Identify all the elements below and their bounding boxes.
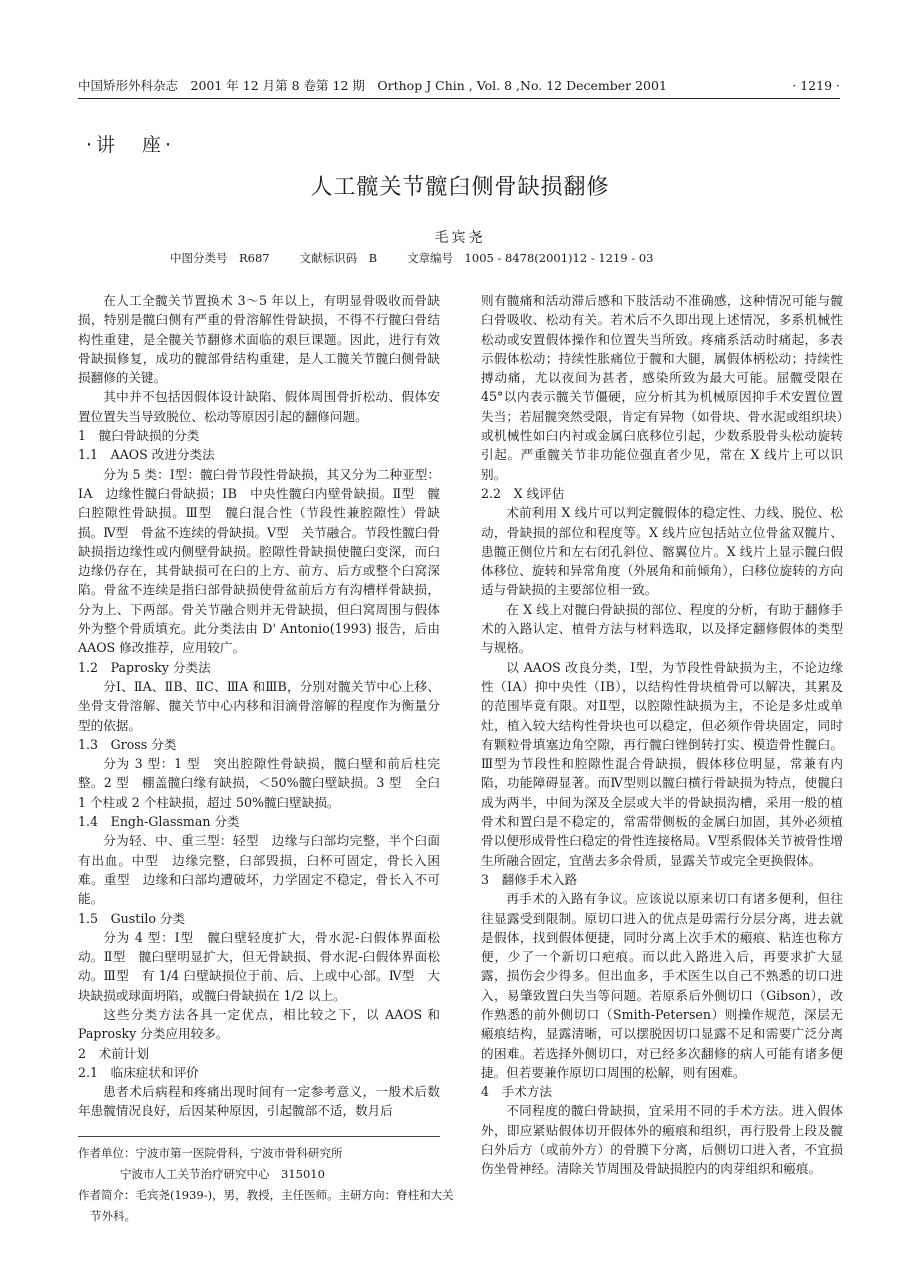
left-column <box>78 291 440 1121</box>
journal-info: 中国矫形外科杂志 2001 年 12 月第 8 卷第 12 期 Orthop J Chin , Vol. 8 ,No. 12 December 2001 <box>78 78 667 93</box>
paragraph: 术前利用 X 线片可以判定髋假体的稳定性、力线、脱位、松动，骨缺损的部位和程度等。X 线片应包括站立位骨盆双髋片、患髋正侧位片和左右闭孔斜位、髂翼位片。X 线片上显示髋臼假体移位、旋转和异常角度（外展角和前倾角），臼移位旋转的方向适与骨缺损的主要部位相一致。 <box>481 505 843 598</box>
clc-number: 中图分类号 R687 <box>170 251 270 265</box>
paragraph: 以 AAOS 改良分类，Ⅰ型，为节段性骨缺损为主，不论边缘性（ⅠA）抑中央性（ⅠB），以结构性骨块植骨可以解决，其累及的范围毕竟有限。对Ⅱ型，以腔隙性缺损为主，不论是多灶或单灶，植入较大结构性骨块也可以稳定，但必须作骨块固定，同时有颗粒骨填塞边角空隙，再行髋臼锉倒转打实、模造骨性髋臼。Ⅲ型为节段性和腔隙性混合骨缺损，假体移位明显，常兼有内陷，功能障碍显著。而Ⅳ型则以髋臼横行骨缺损为特点，使髋臼成为两半，中间为深及全层或大半的骨缺损沟槽，采用一般的植骨术和置臼是不稳定的，常需带侧板的金属臼加固，其外必须植骨以便形成骨性臼稳定的骨性连接格局。Ⅴ型系假体关节被骨性增生所融合固定，宜凿去多余骨质，显露关节或完全更换假体。 <box>481 659 843 868</box>
paragraph: 分为轻、中、重三型：轻型 边缘与臼部均完整，半个臼面有出血。中型 边缘完整，臼部毁损，臼杯可固定，骨长入困难。重型 边缘和臼部均遭破坏，力学固定不稳定，骨长入不可能。 <box>78 833 440 907</box>
paragraph: 分为 3 型：1 型 突出腔隙性骨缺损，髋臼壁和前后柱完整。2 型 棚盖髋臼缘有缺损，＜50%髋臼壁缺损。3 型 全臼 1 个柱或 2 个柱缺损，超过 50%髋臼壁缺损。 <box>78 756 440 810</box>
author-bio: 作者简介：毛宾尧(1939-)，男，教授，主任医师。主研方向：脊柱和大关 <box>78 1188 454 1202</box>
section-heading: 2.1 临床症状和评价 <box>78 1064 199 1080</box>
paragraph: 分为 4 型：Ⅰ型 髋臼壁轻度扩大，骨水泥-臼假体界面松动。Ⅱ型 髋臼壁明显扩大，但无骨缺损、骨水泥-臼假体界面松动。Ⅲ型 有 1/4 臼壁缺损位于前、后、上或中心部。Ⅳ型 大块缺损或球面坍陷，或髋臼骨缺损在 1/2 以上。 <box>78 929 440 1003</box>
section-heading: 1 髋臼骨缺损的分类 <box>78 428 200 444</box>
running-header <box>78 76 840 94</box>
paragraph: 在人工全髋关节置换术 3～5 年以上，有明显骨吸收而骨缺损，特别是髋臼侧有严重的骨溶解性骨缺损，不得不行髋臼骨结构性重建，是全髋关节翻修术面临的艰巨课题。因此，进行有效骨缺损修复，成功的髋部骨结构重建，是人工髋关节髋臼侧骨缺损翻修的关键。 <box>78 293 440 386</box>
paragraph: 在 X 线上对髋臼骨缺损的部位、程度的分析，有助于翻修手术的入路认定、植骨方法与材料选取，以及择定翻修假体的类型与规格。 <box>481 601 843 656</box>
article-title: 人工髋关节髋臼侧骨缺损翻修 <box>310 175 610 200</box>
footnotes <box>78 1143 458 1227</box>
section-heading: 1.2 Paprosky 分类法 <box>78 659 211 675</box>
section-heading: 4 手术方法 <box>481 1084 552 1100</box>
section-heading: 1.4 Engh-Glassman 分类 <box>78 814 240 830</box>
paragraph: 患者术后病程和疼痛出现时间有一定参考意义，一般术后数年患髋情况良好，后因某种原因，引起髋部不适，数月后 <box>78 1084 440 1119</box>
author-bio-continued: 节外科。 <box>90 1209 136 1223</box>
section-heading: 1.3 Gross 分类 <box>78 736 177 752</box>
section-heading: 1.1 AAOS 改进分类法 <box>78 447 215 463</box>
paragraph: 分为 5 类：Ⅰ型：髋臼骨节段性骨缺损，其又分为二种亚型：ⅠA 边缘性髋臼骨缺损；ⅠB 中央性髋臼内壁骨缺损。Ⅱ型 髋臼腔隙性骨缺损。Ⅲ型 髋臼混合性（节段性兼腔隙性）骨缺损。Ⅳ型 骨盆不连续的骨缺损。Ⅴ型 关节融合。节段性髋臼骨缺损指边缘性或内侧壁骨缺损。腔隙性骨缺损使髋臼变深，而臼边缘仍存在，其骨缺损可在臼的上方、前方、后方或整个臼窝深陷。骨盆不连续是指臼部骨缺损使骨盆前后方有沟槽样骨缺损，分为上、下两部。骨关节融合则并无骨缺损，但臼窝周围与假体外为整个骨质填充。此分类法由 D' Antonio(1993) 报告，后由 AAOS 修改推荐，应用较广。 <box>78 466 440 656</box>
section-heading: 2.2 X 线评估 <box>481 485 565 501</box>
page-number: · 1219 · <box>792 77 840 93</box>
right-column <box>481 291 843 1179</box>
paragraph: 再手术的入路有争议。应该说以原来切口有诸多便利，但往往显露受到限制。原切口进入的优点是毋需行分层分离，进去就是假体，找到假体便捷，同时分离上次手术的瘢痕、粘连也称方便，少了一个新切口疤痕。而以此入路进入后，再要求扩大显露，损伤会少得多。但出血多，手术医生以自己不熟悉的切口进入，易肇致置臼失当等问题。若原系后外侧切口（Gibson），改作熟悉的前外侧切口（Smith-Petersen）则操作规范，深层无瘢痕结构，显露清晰，可以摆脱因切口显露不足和需要广泛分离的困难。若选择外侧切口，对已经多次翻修的病人可能有诸多便捷。但若要兼作原切口周围的松解，则有困难。 <box>481 891 843 1080</box>
paragraph-continued: 则有髋痛和活动滞后感和下肢活动不准确感，这种情况可能与髋臼骨吸收、松动有关。若术后不久即出现上述情况，多系机械性松动或安置假体操作和位置失当所致。疼痛系活动时痛起，多表示假体松动；持续性胀痛位于髋和大腿，属假体柄松动；持续性搏动痛，尤以夜间为甚者，感染所致为最大可能。屈髋受限在 45°以内表示髋关节僵硬，应分析其为机械原因抑手术安置位置失当；若屈髋突然受限，肯定有异物（如骨块、骨水泥或组织块）或机械性如臼内衬或金属臼底移位引起，少数系股骨头松动旋转引起。严重髋关节非功能位强直者少见，常在 X 线片上可以识别。 <box>481 293 843 482</box>
section-heading: 1.5 Gustilo 分类 <box>78 910 186 926</box>
section-heading: 3 翻修手术入路 <box>481 871 578 887</box>
section-tag: ·讲 座· <box>86 134 176 156</box>
paragraph: 这些分类方法各具一定优点，相比较之下，以 AAOS 和 Paprosky 分类应用较多。 <box>78 1006 440 1042</box>
article-metadata <box>170 250 810 266</box>
paragraph: 分Ⅰ、ⅡA、ⅡB、ⅡC、ⅢA 和ⅢB，分别对髋关节中心上移、坐骨支骨溶解、髋关节中心内移和泪滴骨溶解的程度作为衡量分型的依据。 <box>78 678 440 733</box>
author-name: 毛宾尧 <box>434 230 486 246</box>
author-affiliation-continued: 宁波市人工关节治疗研究中心 315010 <box>120 1167 325 1181</box>
article-number: 文章编号 1005 - 8478(2001)12 - 1219 - 03 <box>407 251 654 265</box>
footnote-rule <box>78 1136 440 1137</box>
paragraph: 不同程度的髋臼骨缺损，宜采用不同的手术方法。进入假体外，即应紧贴假体切开假体外的瘢痕和组织，再行股骨上段及髋臼外后方（或前外方）的骨膜下分离，后侧切口进入者，不宜损伤坐骨神经。清除关节周围及骨缺损腔内的肉芽组织和瘢痕。 <box>481 1103 843 1177</box>
document-code: 文献标识码 B <box>299 251 378 265</box>
author-affiliation: 作者单位：宁波市第一医院骨科，宁波市骨科研究所 <box>78 1146 343 1160</box>
paragraph: 其中并不包括因假体设计缺陷、假体周围骨折松动、假体安置位置失当导致脱位、松动等原因引起的翻修问题。 <box>78 389 440 424</box>
header-rule <box>78 98 840 99</box>
section-heading: 2 术前计划 <box>78 1045 149 1061</box>
